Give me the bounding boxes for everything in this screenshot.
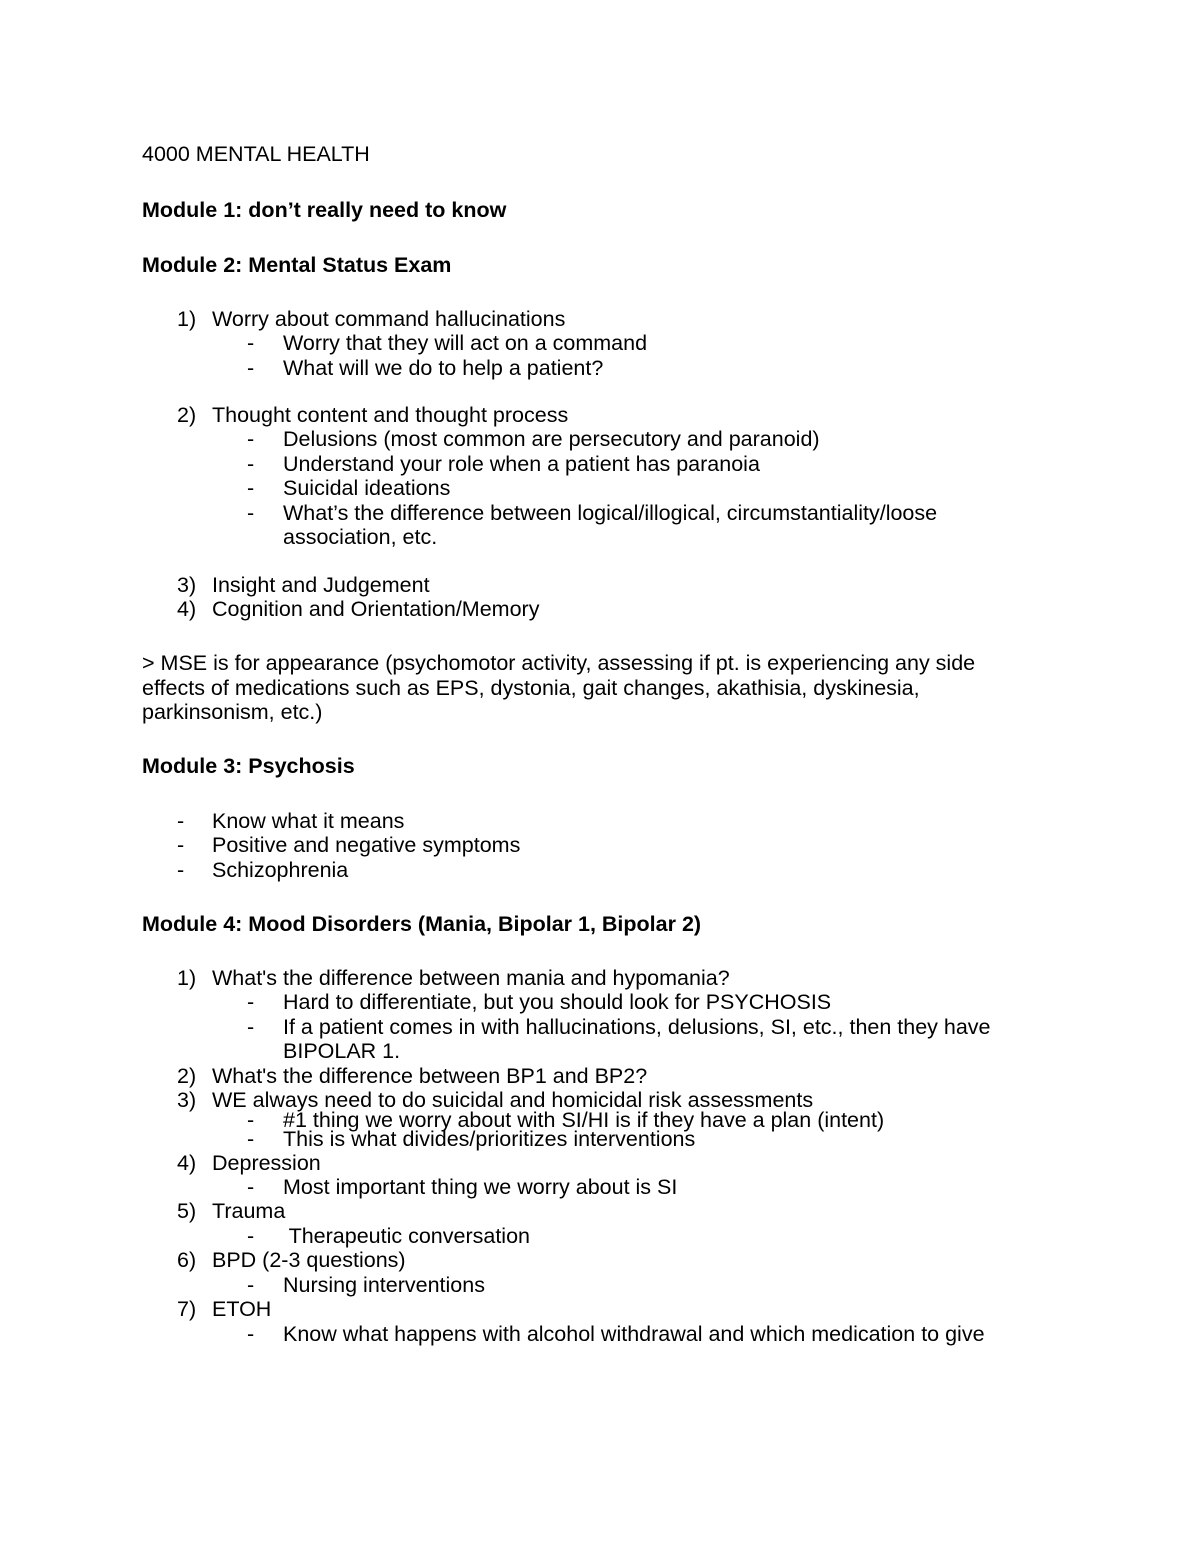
list-number: 3)	[177, 1088, 197, 1112]
list-item: Know what it means	[212, 809, 405, 833]
list-number: 3)	[177, 573, 197, 597]
bullet-dash: -	[247, 1015, 255, 1039]
list-item: WE always need to do suicidal and homicidal risk assessments	[212, 1088, 814, 1112]
bullet-dash: -	[247, 1175, 255, 1199]
list-number: 6)	[177, 1248, 197, 1272]
bullet-dash: -	[177, 858, 185, 882]
sub-list-item: Nursing interventions	[283, 1273, 485, 1297]
sub-list-item: Worry that they will act on a command	[283, 331, 648, 355]
bullet-dash: -	[247, 331, 255, 355]
bullet-dash: -	[247, 501, 255, 525]
sub-list-item: Understand your role when a patient has paranoia	[283, 452, 760, 476]
note-line: effects of medications such as EPS, dystonia, gait changes, akathisia, dyskinesia,	[142, 676, 920, 700]
list-item: ETOH	[212, 1297, 272, 1321]
bullet-dash: -	[177, 833, 185, 857]
list-item: BPD (2-3 questions)	[212, 1248, 406, 1272]
sub-list-item-continuation: BIPOLAR 1.	[283, 1039, 401, 1063]
list-item: What's the difference between mania and hypomania?	[212, 966, 730, 990]
bullet-dash: -	[247, 1127, 255, 1151]
sub-list-item: What’s the difference between logical/illogical, circumstantiality/loose	[283, 501, 938, 525]
list-number: 5)	[177, 1199, 197, 1223]
list-item: Insight and Judgement	[212, 573, 430, 597]
bullet-dash: -	[247, 1224, 255, 1248]
module-2-heading: Module 2: Mental Status Exam	[142, 253, 452, 277]
list-number: 4)	[177, 1151, 197, 1175]
sub-list-item: Delusions (most common are persecutory and paranoid)	[283, 427, 820, 451]
list-item: Positive and negative symptoms	[212, 833, 521, 857]
bullet-dash: -	[247, 1273, 255, 1297]
list-item: Worry about command hallucinations	[212, 307, 566, 331]
bullet-dash: -	[247, 990, 255, 1014]
module-3-heading: Module 3: Psychosis	[142, 754, 355, 778]
list-number: 4)	[177, 597, 197, 621]
module-1-heading: Module 1: don’t really need to know	[142, 198, 507, 222]
sub-list-item: Most important thing we worry about is SI	[283, 1175, 678, 1199]
bullet-dash: -	[177, 809, 185, 833]
bullet-dash: -	[247, 452, 255, 476]
bullet-dash: -	[247, 1108, 255, 1132]
note-line: parkinsonism, etc.)	[142, 700, 323, 724]
note-line: > MSE is for appearance (psychomotor activity, assessing if pt. is experiencing any side	[142, 651, 976, 675]
list-item: Schizophrenia	[212, 858, 349, 882]
list-item: Trauma	[212, 1199, 286, 1223]
list-item: Thought content and thought process	[212, 403, 569, 427]
bullet-dash: -	[247, 476, 255, 500]
sub-list-item: Therapeutic conversation	[283, 1224, 530, 1248]
list-item: What's the difference between BP1 and BP2?	[212, 1064, 648, 1088]
list-number: 1)	[177, 307, 197, 331]
list-item: Depression	[212, 1151, 321, 1175]
sub-list-item: Suicidal ideations	[283, 476, 451, 500]
sub-list-item: This is what divides/prioritizes interventions	[283, 1127, 696, 1151]
bullet-dash: -	[247, 356, 255, 380]
bullet-dash: -	[247, 427, 255, 451]
sub-list-item: Know what happens with alcohol withdrawal and which medication to give	[283, 1322, 985, 1346]
sub-list-item: What will we do to help a patient?	[283, 356, 604, 380]
sub-list-item: Hard to differentiate, but you should look for PSYCHOSIS	[283, 990, 832, 1014]
sub-list-item: If a patient comes in with hallucinations, delusions, SI, etc., then they have	[283, 1015, 991, 1039]
sub-list-item-continuation: association, etc.	[283, 525, 438, 549]
sub-list-item: #1 thing we worry about with SI/HI is if they have a plan (intent)	[283, 1108, 885, 1132]
list-item: Cognition and Orientation/Memory	[212, 597, 540, 621]
list-number: 2)	[177, 403, 197, 427]
list-number: 1)	[177, 966, 197, 990]
bullet-dash: -	[247, 1322, 255, 1346]
module-4-heading: Module 4: Mood Disorders (Mania, Bipolar 1, Bipolar 2)	[142, 912, 702, 936]
document-title: 4000 MENTAL HEALTH	[142, 142, 370, 166]
list-number: 7)	[177, 1297, 197, 1321]
list-number: 2)	[177, 1064, 197, 1088]
